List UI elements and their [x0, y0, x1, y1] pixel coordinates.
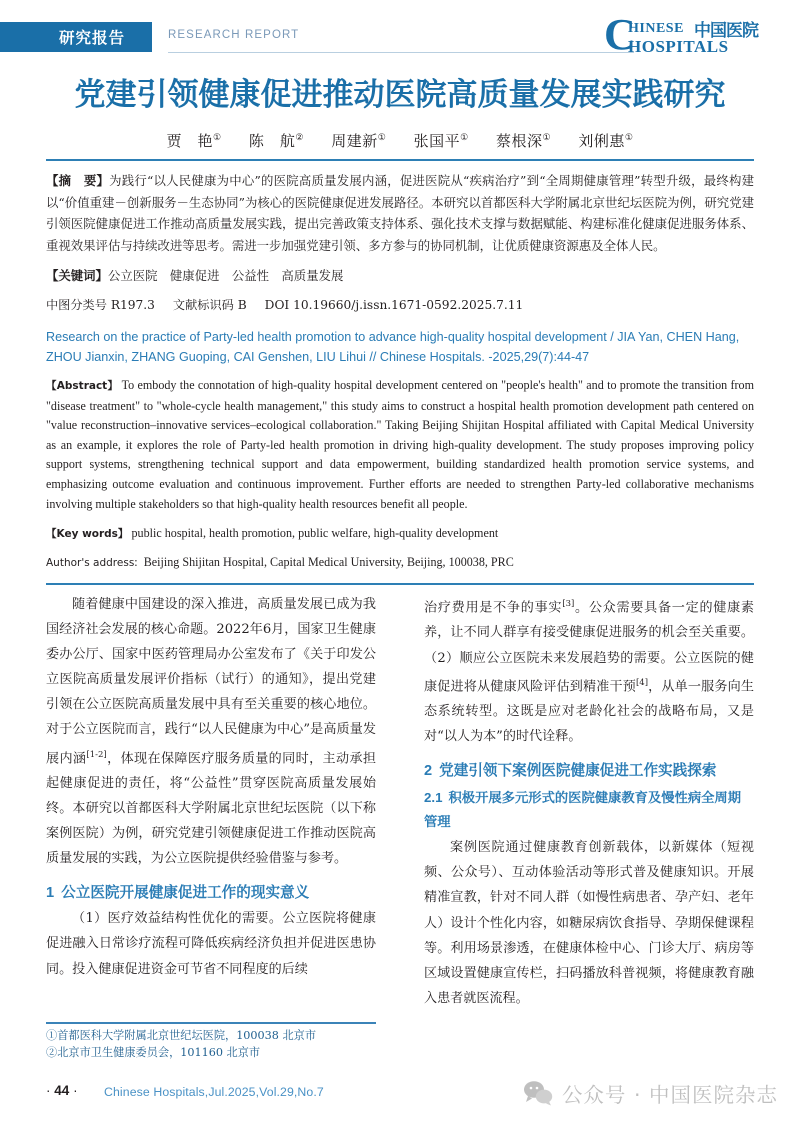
- section-heading-2-1: [424, 786, 754, 835]
- doi-label: DOI: [264, 298, 290, 312]
- citation-ref: [1-2]: [86, 749, 107, 760]
- watermark: [523, 1078, 778, 1108]
- footnote-list: [46, 1028, 386, 1061]
- citation-ref: [4]: [635, 677, 649, 688]
- doc-code-label: 文献标识码: [172, 298, 234, 312]
- article-title-en: Research on the practice of Party-led health promotion to advance high-quality hospital development / JIA Yan, CHEN Hang, ZHOU Jianxin, ZHANG Guoping, CAI Genshen, LIU Lihui // Chinese Hospitals. -2025,29(7):44-47: [46, 330, 740, 364]
- journal-citation: Chinese Hospitals,Jul.2025,Vol.29,No.7: [104, 1085, 324, 1099]
- doc-code-value: B: [237, 298, 247, 312]
- author-name: 陈 航: [248, 132, 296, 150]
- body-column-left: [46, 592, 376, 1030]
- masthead: [0, 0, 800, 66]
- page-number-value: 44: [54, 1083, 70, 1098]
- author-item: [578, 132, 633, 150]
- paragraph: （1）医疗效益结构性优化的需要。公立医院将健康促进融入日常诊疗流程可降低疾病经济负担并促进医患协同。投入健康促进资金可节省不同程度的后续: [46, 911, 376, 977]
- doi-value: 10.19660/j.issn.1671-0592.2025.7.11: [293, 298, 524, 312]
- author-item: [414, 132, 469, 150]
- abstract-en-text: To embody the connotation of high-quality hospital development centered on "people's health" and to promote the transition from "disease treatment" to "whole-cycle health management," this study aims to construct a hospital health promotion development path centered on "value reconstruction–innovative services–ecological collaboration." Taking Beijing Shijitan Hospital affiliated with Capital Medical University as an example, it explores the role of Party-led health promotion in driving high-quality development. The study proposes improving policy support systems, strengthening technical support and data empowerment, building standardized health promotion service systems, and emphasizing outcome evaluation and continuous improvement. Further efforts are needed to strengthen Party-led collaborative mechanisms involving multiple stakeholders so that high-quality health resources benefit all people.: [46, 378, 755, 511]
- abstract-cn-label: 【摘 要】: [46, 173, 110, 188]
- section-number: 2.1: [424, 790, 443, 806]
- author-affil-mark: ①: [377, 133, 387, 143]
- paragraph-text: 随着健康中国建设的深入推进，高质量发展已成为我国经济社会发展的核心命题。2022年6月，国家卫生健康委办公厅、国家中医药管理局办公室发布了《关于印发公立医院高质量发展评价指标（试行）的通知》，提出党建引领在公立医院高质量发展中具有至关重要的核心地位。对于公立医院而言，践行“以人民健康为中心”是高质量发展内涵: [46, 597, 376, 766]
- logo-line2-en: HOSPITALS: [628, 37, 729, 56]
- section-tab-en: RESEARCH REPORT: [168, 29, 300, 41]
- abstract-en-label: 【Abstract】: [46, 380, 119, 392]
- wechat-icon: [523, 1080, 553, 1106]
- footnote-rule: [46, 1022, 376, 1024]
- page-footer: [0, 1078, 800, 1112]
- author-name: 蔡根深: [496, 132, 543, 150]
- paragraph-text: 。公众需要具备一定的健康素养，让不同人群享有接受健康促进服务的机会至关重要。（2）顺应公立医院未来发展趋势的需要。公立医院的健康促进将从健康风险评估到精准干预: [424, 600, 754, 694]
- journal-logo: [602, 10, 778, 59]
- keywords-cn-text: 公立医院 健康促进 公益性 高质量发展: [107, 268, 344, 283]
- author-address-text: Beijing Shijitan Hospital, Capital Medical University, Beijing, 100038, PRC: [143, 554, 514, 569]
- footnote-item: ②北京市卫生健康委员会，101160 北京市: [46, 1045, 261, 1059]
- author-name: 贾 艳: [166, 132, 214, 150]
- logo-line1-cn: 中国医院: [694, 21, 758, 41]
- body-column-right: [424, 592, 754, 1030]
- abstract-bottom-rule: [46, 583, 754, 585]
- author-affil-mark: ①: [213, 133, 222, 143]
- paragraph: [424, 592, 754, 749]
- abstract-cn-paragraph: [46, 170, 754, 256]
- masthead-rule: [168, 52, 634, 53]
- paragraph-text: ，从单一服务向生态系统转型。这既是应对老龄化社会的战略布局，又是对“以人为本”的时代诠释。: [424, 679, 754, 745]
- abstract-block: [46, 170, 754, 573]
- section-title: 积极开展多元形式的医院健康教育及慢性病全周期管理: [424, 791, 742, 831]
- keywords-en-line: [46, 524, 754, 545]
- section-heading-2: [424, 758, 754, 784]
- page-number: · 44 ·: [46, 1083, 78, 1098]
- paragraph: 案例医院通过健康教育创新载体，以新媒体（短视频、公众号）、互动体验活动等形式普及健康知识。开展精准宣教，针对不同人群（如慢性病患者、孕产妇、老年人）设计个性化内容，如糖尿病饮食指导、孕期保健课程等。利用场景渗透，在健康体检中心、门诊大厅、病房等区域设置健康宣传栏，扫码播放科普视频，将健康教育融入患者就医流程。: [424, 840, 754, 1006]
- author-name: 张国平: [413, 132, 461, 150]
- logo-initial: C: [604, 10, 636, 59]
- author-address-label: Author's address: [46, 556, 135, 569]
- author-item: [496, 132, 551, 150]
- author-affil-mark: ②: [295, 133, 304, 143]
- classification-line: [46, 295, 754, 316]
- section-title: 党建引领下案例医院健康促进工作实践探索: [439, 762, 717, 780]
- author-item: [167, 132, 222, 150]
- author-affil-mark: ①: [542, 133, 552, 143]
- paragraph: [46, 592, 376, 871]
- author-name: 周建新: [331, 132, 378, 150]
- author-affil-mark: ①: [460, 133, 469, 143]
- section-tab-cn: 研究报告: [32, 22, 152, 52]
- section-title: 公立医院开展健康促进工作的现实意义: [61, 884, 310, 902]
- paragraph-text: ，体现在保障医疗服务质量的同时，主动承担起健康促进的责任，将“公益性”贯穿医院高质量发展始终。本研究以首都医科大学附属北京世纪坛医院（以下称案例医院）为例，研究党建引领健康促进工作推动医院高质量发展的实践，为公立医院提供经验借鉴与参考。: [46, 750, 376, 867]
- clc-label: 中图分类号: [46, 298, 107, 312]
- keywords-en-label: 【Key words】: [46, 528, 129, 541]
- keywords-cn-line: [46, 265, 754, 286]
- author-name: 刘俐惠: [578, 132, 625, 150]
- section-number: 2: [424, 763, 433, 780]
- article-title-cn: 党建引领健康促进推动医院高质量发展实践研究: [74, 77, 726, 113]
- footnote-item: ①首都医科大学附属北京世纪坛医院，100038 北京市: [46, 1029, 317, 1042]
- masthead-accent-bar: [0, 22, 36, 52]
- author-address-line: Author's address: Beijing Shijitan Hospital, Capital Medical University, Beijing, 100038, PRC: [46, 554, 514, 569]
- author-affil-mark: ①: [624, 133, 634, 143]
- abstract-top-rule: [46, 159, 754, 161]
- clc-value: R197.3: [110, 298, 155, 312]
- logo-line1-en: HINESE: [628, 21, 684, 36]
- abstract-en-paragraph: [46, 376, 754, 514]
- keywords-en-text: public hospital, health promotion, public welfare, high-quality development: [131, 526, 499, 541]
- body-columns: [46, 592, 754, 1030]
- citation-ref: [3]: [562, 599, 575, 609]
- keywords-cn-label: 【关键词】: [46, 268, 108, 283]
- author-list: [0, 130, 800, 151]
- watermark-text: 公众号 · 中国医院杂志: [561, 1083, 778, 1107]
- section-heading-1: [46, 880, 376, 906]
- abstract-cn-text: 为践行“以人民健康为中心”的医院高质量发展内涵，促进医院从“疾病治疗”到“全周期健康管理”转型升级，最终构建以“价值重建－创新服务－生态协同”为核心的医院健康促进发展路径。本研究以首都医科大学附属北京世纪坛医院为例，研究党建引领医院健康促进工作推动高质量发展实践，提出完善政策支持体系、强化技术支撑与数据赋能、构建标准化健康促进服务体系、重视效果评估与持续改进等思考。需进一步加强党建引领、多方参与的协同机制，让优质健康资源惠及全体人民。: [46, 173, 755, 253]
- section-number: 1: [46, 885, 55, 902]
- author-item: [249, 132, 304, 150]
- author-item: [331, 132, 386, 150]
- paragraph-text: 治疗费用是不争的事实: [424, 600, 563, 616]
